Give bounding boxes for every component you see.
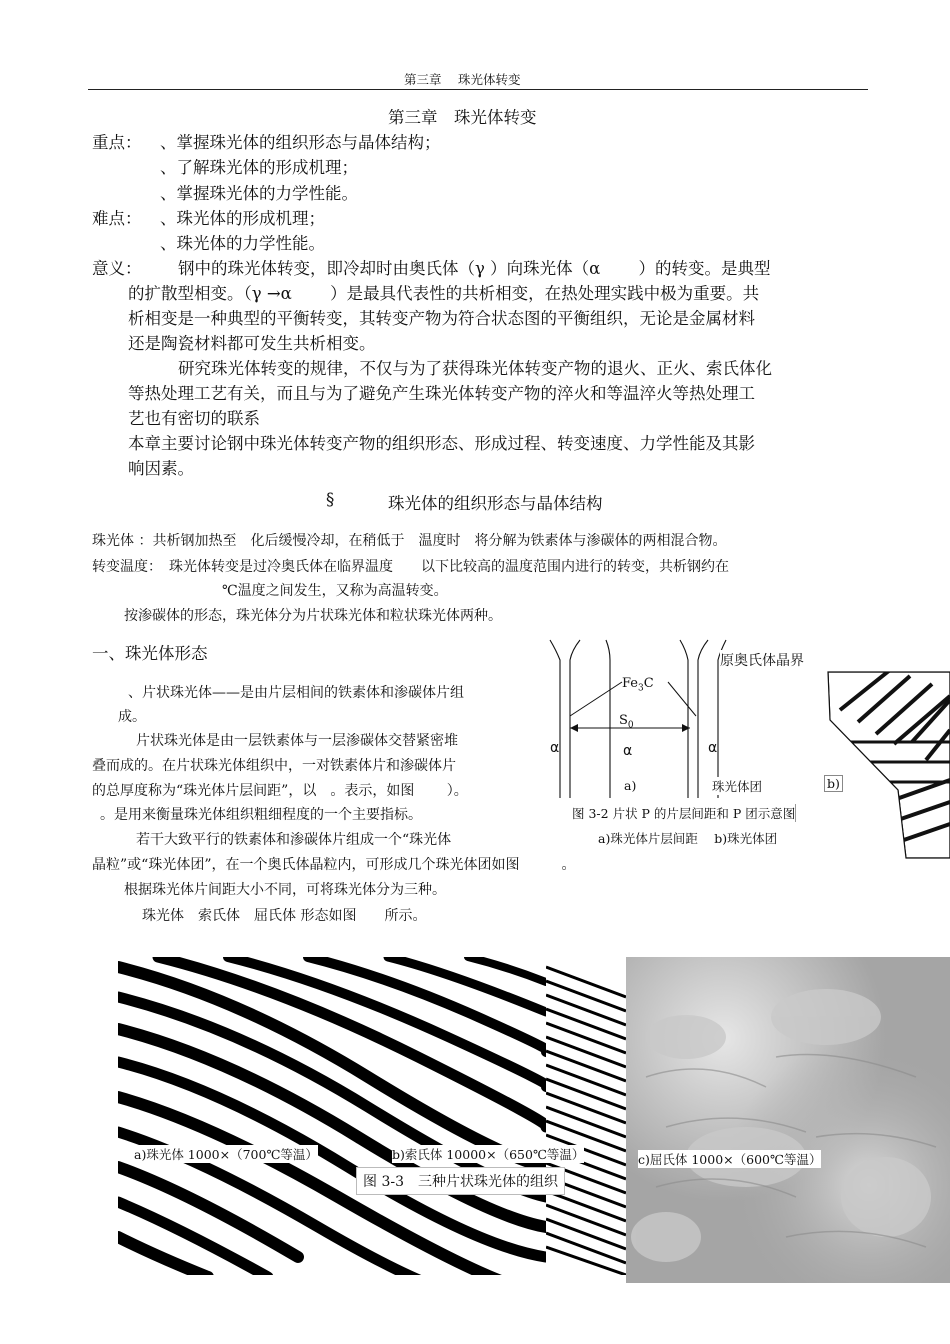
body-line: 若干大致平行的铁素体和渗碳体片组成一个“珠光体: [136, 832, 452, 848]
colony-label: 珠光体团: [712, 779, 763, 794]
significance-line: 响因素。: [128, 459, 194, 478]
significance-line: 等热处理工艺有关，而且与为了避免产生珠光体转变产物的淬火和等温淬火等热处理工: [128, 384, 755, 403]
pointer-line: [570, 682, 622, 716]
chapter-title: 第三章 珠光体转变: [388, 108, 537, 127]
body-line: 、片状珠光体——是由片层相间的铁素体和渗碳体片组: [128, 685, 464, 701]
lamella-line: [680, 640, 688, 798]
s0-label: $S_0$: [619, 713, 634, 731]
body-line: 珠光体 索氏体 屈氏体 形态如图 所示。: [142, 908, 427, 924]
pearlite-micrograph: [118, 957, 546, 1275]
significance-line: 还是陶瓷材料都可发生共析相变。: [128, 334, 376, 353]
key-point-item: 、了解珠光体的形成机理；: [160, 158, 358, 177]
colony-sketch: [828, 670, 950, 858]
significance-line: 研究珠光体转变的规律，不仅与为了获得珠光体转变产物的退火、正火、索氏体化: [178, 359, 772, 378]
significance-line: 钢中的珠光体转变，即冷却时由奥氏体（γ ）向珠光体（α ）的转变。是典型: [178, 259, 771, 278]
section-symbol: §: [326, 490, 335, 509]
key-points-label: 重点：: [92, 133, 142, 152]
significance-label: 意义：: [92, 259, 142, 278]
significance-line: 艺也有密切的联系: [128, 409, 260, 428]
body-line: 成。: [118, 709, 146, 725]
definition-line: ℃温度之间发生，又称为高温转变。: [222, 583, 448, 599]
body-line: 。是用来衡量珠光体组织粗细程度的一个主要指标。: [100, 807, 422, 823]
fe3c-label: $Fe_3C$: [622, 676, 654, 694]
pearlite-label: a)珠光体 1000×（700℃等温）: [134, 1147, 318, 1162]
body-line: 片状珠光体是由一层铁素体与一层渗碳体交替紧密堆: [136, 733, 458, 749]
arrow-head: [682, 724, 690, 732]
sorbite-label: b)索氏体 10000×（650℃等温）: [392, 1147, 585, 1162]
alpha-label: α: [708, 740, 718, 756]
significance-line: 本章主要讨论钢中珠光体转变产物的组织形态、形成过程、转变速度、力学性能及其影: [128, 434, 755, 453]
subfigure-b-label: b): [824, 775, 843, 792]
pointer-line: [668, 682, 696, 716]
body-line: 叠而成的。在片状珠光体组织中，一对铁素体片和渗碳体片: [92, 758, 456, 774]
difficulties-label: 难点：: [92, 209, 142, 228]
definition-line: 按渗碳体的形态，珠光体分为片状珠光体和粒状珠光体两种。: [124, 608, 502, 624]
definition-line: 转变温度： 珠光体转变是过冷奥氏体在临界温度 以下比较高的温度范围内进行的转变，共析钢约在: [92, 559, 729, 575]
troostite-micrograph: [626, 957, 950, 1283]
subfigure-a-label: a): [624, 778, 637, 793]
key-point-item: 、掌握珠光体的力学性能。: [160, 184, 358, 203]
key-point-item: 、掌握珠光体的组织形态与晶体结构；: [160, 133, 441, 152]
significance-line: 析相变是一种典型的平衡转变，其转变产物为符合状态图的平衡组织，无论是金属材料: [128, 309, 755, 328]
definition-line: 珠光体 ：共析钢加热至 化后缓慢冷却，在稍低于 温度时 将分解为铁素体与渗碳体的两相混合物。: [92, 533, 727, 549]
lamella-line: [550, 640, 560, 798]
sorbite-micrograph: [546, 957, 626, 1275]
subsection-title: 一、珠光体形态: [92, 644, 208, 663]
lamella-line: [606, 640, 610, 798]
difficulty-item: 、珠光体的力学性能。: [160, 234, 325, 253]
figure-3-3-caption: 图 3-3 三种片状珠光体的组织: [356, 1167, 565, 1195]
body-line: 根据珠光体片间距大小不同，可将珠光体分为三种。: [124, 882, 446, 898]
lamella-line: [698, 640, 708, 798]
running-header: 第三章 珠光体转变: [404, 72, 521, 87]
grain-boundary-label: 原奥氏体晶界: [720, 650, 804, 670]
lamella-line: [570, 640, 580, 798]
alpha-label: α: [623, 743, 633, 759]
arrow-head: [570, 724, 578, 732]
figure-3-2-caption: 图 3-2 片状 P 的片层间距和 P 团示意图: [572, 806, 796, 821]
alpha-label: α: [550, 740, 560, 756]
body-line: 的总厚度称为“珠光体片层间距”，以 。表示，如图 ）。: [92, 783, 468, 799]
section-title: 珠光体的组织形态与晶体结构: [388, 494, 603, 513]
body-line: 晶粒”或“珠光体团”，在一个奥氏体晶粒内，可形成几个珠光体团如图 。: [92, 857, 576, 873]
significance-line: 的扩散型相变。（γ →α ）是最具代表性的共析相变，在热处理实践中极为重要。共: [128, 284, 760, 303]
difficulty-item: 、珠光体的形成机理；: [160, 209, 325, 228]
figure-3-2-subcaption: a)珠光体片层间距 b)珠光体团: [598, 831, 778, 846]
header-rule: [88, 89, 868, 90]
troostite-label: c)屈氏体 1000×（600℃等温）: [638, 1152, 822, 1167]
